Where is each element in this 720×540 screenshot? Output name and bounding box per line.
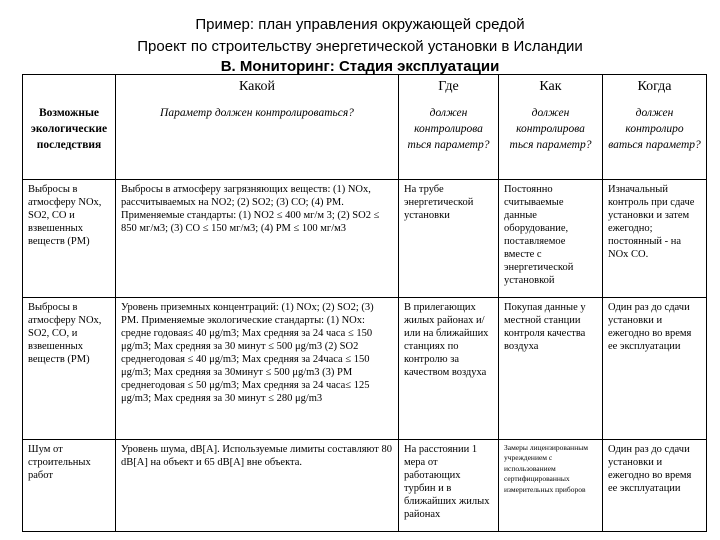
subheader-cell: должен контролиро ваться параметр? (603, 99, 707, 179)
page-title-line1: Пример: план управления окружающей средой (195, 16, 525, 33)
table-cell: Шум от строительных работ (23, 439, 116, 531)
table-cell: Один раз до сдачи установки и ежегодно во время ее эксплуатации (603, 439, 707, 531)
table-cell: Уровень шума, dB[A]. Используемые лимиты составляют 80 dB[A] на объект и 65 dB[A] вне объекта. (116, 439, 399, 531)
header-row (23, 75, 707, 100)
table-cell: Выбросы в атмосферу NOx, SO2, CO, и взвешенных веществ (PM) (23, 297, 116, 439)
subheader-cell: должен контролирова ться параметр? (499, 99, 603, 179)
column-header-what: Какой (116, 75, 399, 100)
table-cell: В прилегающих жилых районах и/или на ближайших станциях по контролю за качеством воздуха (399, 297, 499, 439)
monitoring-table (22, 74, 707, 532)
table-row (23, 179, 707, 297)
column-header-effects (23, 75, 116, 100)
table-cell: Выбросы в атмосферу NOx, SO2, CO и взвешенных веществ (PM) (23, 179, 116, 297)
table-row (23, 297, 707, 439)
subheader-cell: Параметр должен контролироваться? (116, 99, 399, 179)
table-cell: Уровень приземных концентраций: (1) NOx; (2) SO2; (3) PM. Применяемые экологические стандарты: (1) NOx: средне годовая≤ 40 μg/m3; Max средняя за 24 часа ≤ 150 μg/m3; Max средняя за 30 минут ≤ 500 μg/m3 (2) SO2 среднегодовая ≤ 40 μg/m3; Max средняя за 24часа ≤ 150 μg/m3; Max средняя за 30минут ≤ 500 μg/m3 (3) PM среднегодовая ≤ 50 μg/m3; Max средняя за 24 часа≤ 125 μg/m3; Max средняя за 30 минут ≤ 280 μg/m3 (116, 297, 399, 439)
table-cell: На трубе энергетической установки (399, 179, 499, 297)
column-header-where: Где (399, 75, 499, 100)
column-header-how: Как (499, 75, 603, 100)
table-cell: Выбросы в атмосферу загрязняющих веществ: (1) NOx, рассчитываемых на NO2; (2) SO2; (3) CO; (4) PM. Применяемые стандарты: (1) NO2 ≤ 400 мг/м 3; (2) SO2 ≤ 850 мг/м3; (3) CO ≤ 150 мг/м3; (4) PM ≤ 100 мг/м3 (116, 179, 399, 297)
table-cell: Замеры лицензированным учреждением с использованием сертифицированных измерительных приборов (499, 439, 603, 531)
section-title: В. Мониторинг: Стадия эксплуатации (220, 58, 500, 75)
table-cell: Один раз до сдачи установки и ежегодно во время ее эксплуатации (603, 297, 707, 439)
subheader-cell: Возможные экологические последствия (23, 99, 116, 179)
column-header-when: Когда (603, 75, 707, 100)
table-cell: Изначальный контроль при сдаче установки и затем ежегодно; постоянный - на NOx CO. (603, 179, 707, 297)
table-row (23, 439, 707, 531)
page-subtitle: Проект по строительству энергетической установки в Исландии (137, 38, 583, 55)
subheader-row (23, 99, 707, 179)
table-cell: На расстоянии 1 мера от работающих турбин и в ближайших жилых районах (399, 439, 499, 531)
table-cell: Покупая данные у местной станции контроля качества воздуха (499, 297, 603, 439)
table-cell: Постоянно считываемые данные оборудование, поставляемое вместе с энергетической установкой (499, 179, 603, 297)
subheader-cell: должен контролирова ться параметр? (399, 99, 499, 179)
